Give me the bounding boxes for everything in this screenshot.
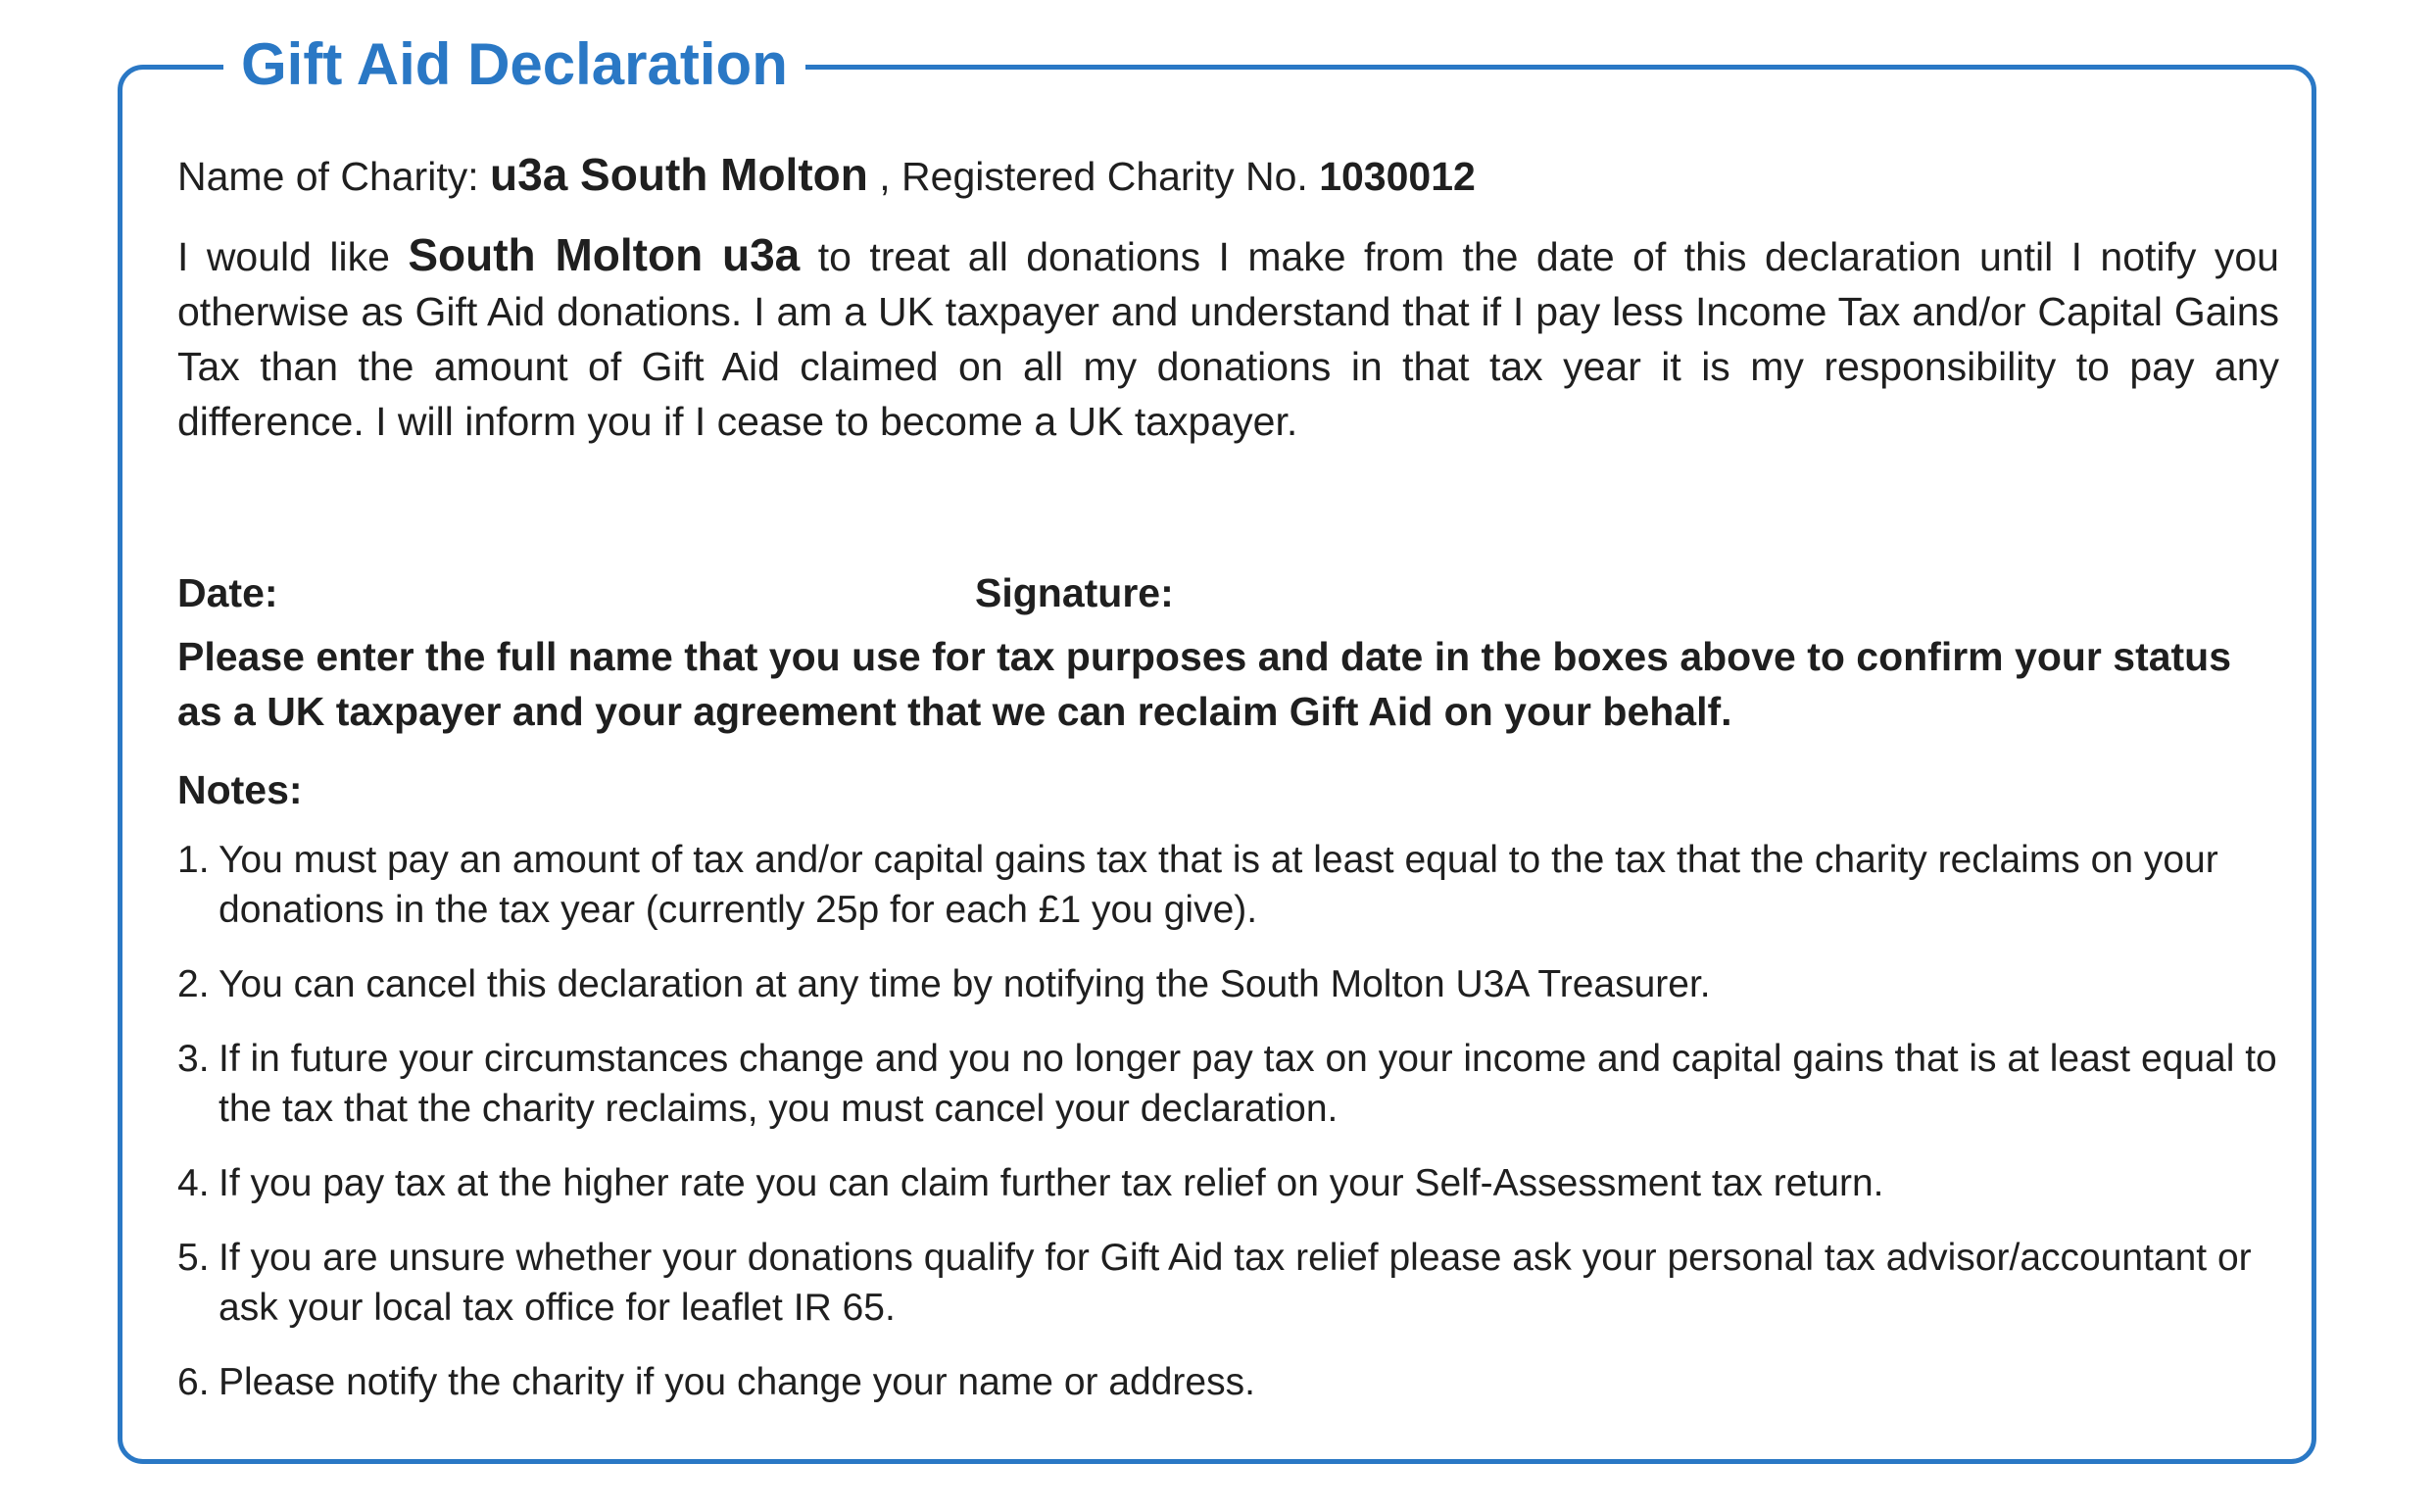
note-text: If you are unsure whether your donations qualify for Gift Aid tax relief please ask your personal tax advisor/accountant or ask your local tax office for leaflet IR 65.: [219, 1237, 2252, 1329]
note-number: 2.: [177, 963, 210, 1005]
list-item: [177, 1357, 2279, 1407]
note-text: Please notify the charity if you change your name or address.: [219, 1361, 1255, 1403]
charity-line: [177, 147, 2279, 204]
notes-list: [177, 835, 2279, 1407]
list-item: [177, 1158, 2279, 1208]
declaration-text: [177, 227, 2279, 449]
list-item: [177, 835, 2279, 935]
note-number: 4.: [177, 1162, 210, 1204]
note-text: If you pay tax at the higher rate you can claim further tax relief on your Self-Assessment tax return.: [219, 1162, 1884, 1204]
date-signature-row: [177, 564, 2279, 621]
declaration-org: South Molton u3a: [408, 229, 801, 280]
note-text: If in future your circumstances change and you no longer pay tax on your income and capital gains that is at least equal to the tax that the charity reclaims, you must cancel your declaration.: [219, 1038, 2277, 1130]
list-item: [177, 1233, 2279, 1333]
note-number: 3.: [177, 1038, 210, 1080]
declaration-after: to treat all donations I make from the date of this declaration until I notify you otherwise as Gift Aid donations. I am a UK taxpayer and understand that if I pay less Income Tax and/or Capital Gains Tax than the amount of Gift Aid claimed on all my donations in that tax year it is my responsibility to pay any difference. I will inform you if I cease to become a UK taxpayer.: [177, 234, 2279, 444]
declaration-before: I would like: [177, 234, 390, 279]
signature-label: Signature:: [975, 570, 1174, 615]
date-label: Date:: [177, 570, 278, 615]
registered-label: , Registered Charity No.: [879, 154, 1308, 199]
instruction-text: Please enter the full name that you use for tax purposes and date in the boxes above to confirm your status as a UK taxpayer and your agreement that we can reclaim Gift Aid on your behalf.: [177, 634, 2232, 734]
note-text: You can cancel this declaration at any time by notifying the South Molton U3A Treasurer.: [219, 963, 1711, 1005]
list-item: [177, 959, 2279, 1009]
charity-label: Name of Charity:: [177, 154, 479, 199]
note-number: 6.: [177, 1361, 210, 1403]
note-number: 5.: [177, 1237, 210, 1279]
registered-number: 1030012: [1319, 154, 1476, 199]
note-text: You must pay an amount of tax and/or capital gains tax that is at least equal to the tax that the charity reclaims on your donations in the tax year (currently 25p for each £1 you give).: [219, 839, 2218, 931]
form-title: Gift Aid Declaration: [223, 25, 805, 104]
list-item: [177, 1034, 2279, 1134]
charity-name: u3a South Molton: [490, 149, 868, 200]
note-number: 1.: [177, 839, 210, 881]
form-content: [177, 147, 2279, 1432]
notes-heading: Notes:: [177, 767, 303, 812]
